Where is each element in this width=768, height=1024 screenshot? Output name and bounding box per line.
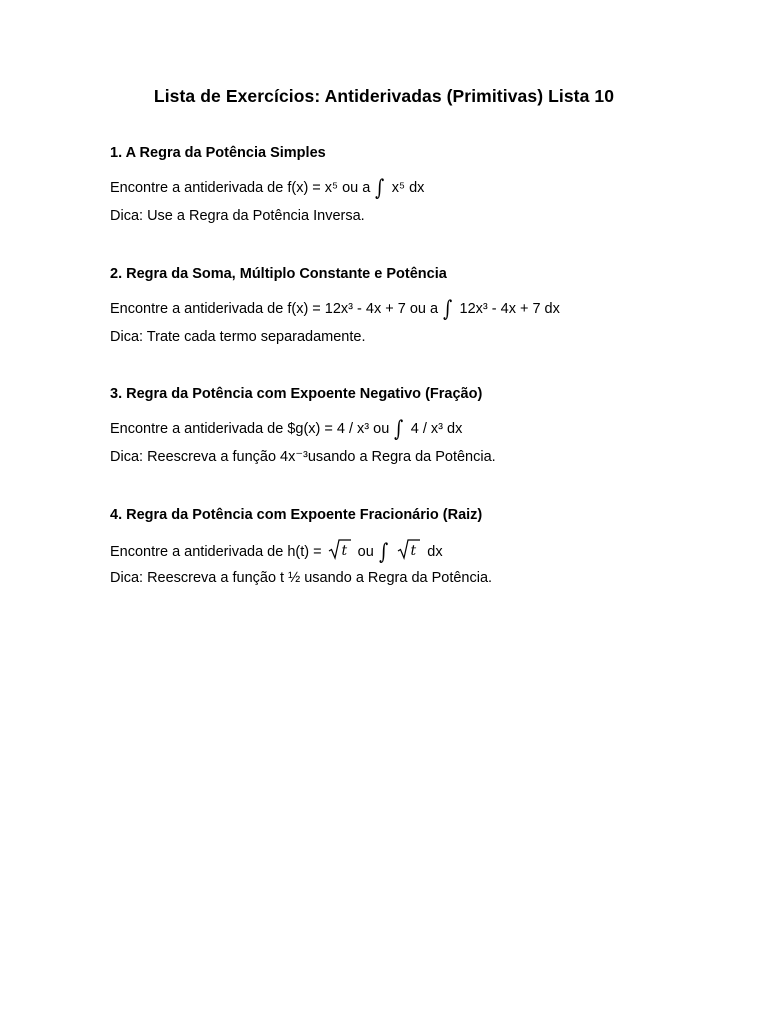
exercise-section-1 — [110, 143, 710, 226]
problem-statement — [110, 538, 710, 565]
section-heading: 4. Regra da Potência com Expoente Fracionário (Raiz) — [110, 507, 483, 523]
problem-text: Encontre a antiderivada de f(x) = x⁵ ou a — [110, 180, 371, 196]
page-title: Lista de Exercícios: Antiderivadas (Primitivas) Lista 10 — [153, 86, 615, 106]
problem-text: Encontre a antiderivada de $g(x) = 4 / x³ ou — [110, 421, 390, 437]
differential: dx — [427, 544, 443, 560]
hint-text: Dica: Trate cada termo separadamente. — [110, 329, 366, 345]
square-root-symbol — [328, 538, 352, 560]
sqrt-variable: t — [410, 543, 417, 559]
hint-text: Dica: Reescreva a função t ½ usando a Regra da Potência. — [110, 570, 493, 586]
problem-statement — [110, 417, 710, 441]
integrand: 4 / x³ dx — [410, 421, 463, 437]
section-heading: 3. Regra da Potência com Expoente Negativo (Fração) — [110, 386, 483, 402]
exercise-section-3 — [110, 384, 710, 467]
integrand: 12x³ - 4x + 7 dx — [459, 301, 560, 317]
problem-statement — [110, 176, 710, 200]
hint-text: Dica: Use a Regra da Potência Inversa. — [110, 208, 365, 224]
section-heading: 1. A Regra da Potência Simples — [110, 145, 326, 161]
exercise-section-4 — [110, 505, 710, 588]
problem-connector: ou — [357, 544, 374, 560]
hint-text: Dica: Reescreva a função 4x⁻³usando a Regra da Potência. — [110, 449, 496, 465]
integral-sign: ∫ — [443, 297, 453, 322]
integral-sign: ∫ — [394, 417, 404, 442]
problem-statement — [110, 297, 710, 321]
sqrt-variable: t — [341, 543, 347, 559]
square-root-symbol — [397, 538, 421, 560]
exercise-section-2 — [110, 264, 710, 347]
integral-sign: ∫ — [378, 540, 389, 565]
integrand: x⁵ dx — [391, 180, 425, 196]
problem-text: Encontre a antiderivada de h(t) = — [110, 544, 322, 560]
integral-sign: ∫ — [375, 176, 385, 201]
problem-text: Encontre a antiderivada de f(x) = 12x³ - 4x + 7 ou a — [110, 301, 439, 317]
section-heading: 2. Regra da Soma, Múltiplo Constante e Potência — [110, 266, 447, 282]
